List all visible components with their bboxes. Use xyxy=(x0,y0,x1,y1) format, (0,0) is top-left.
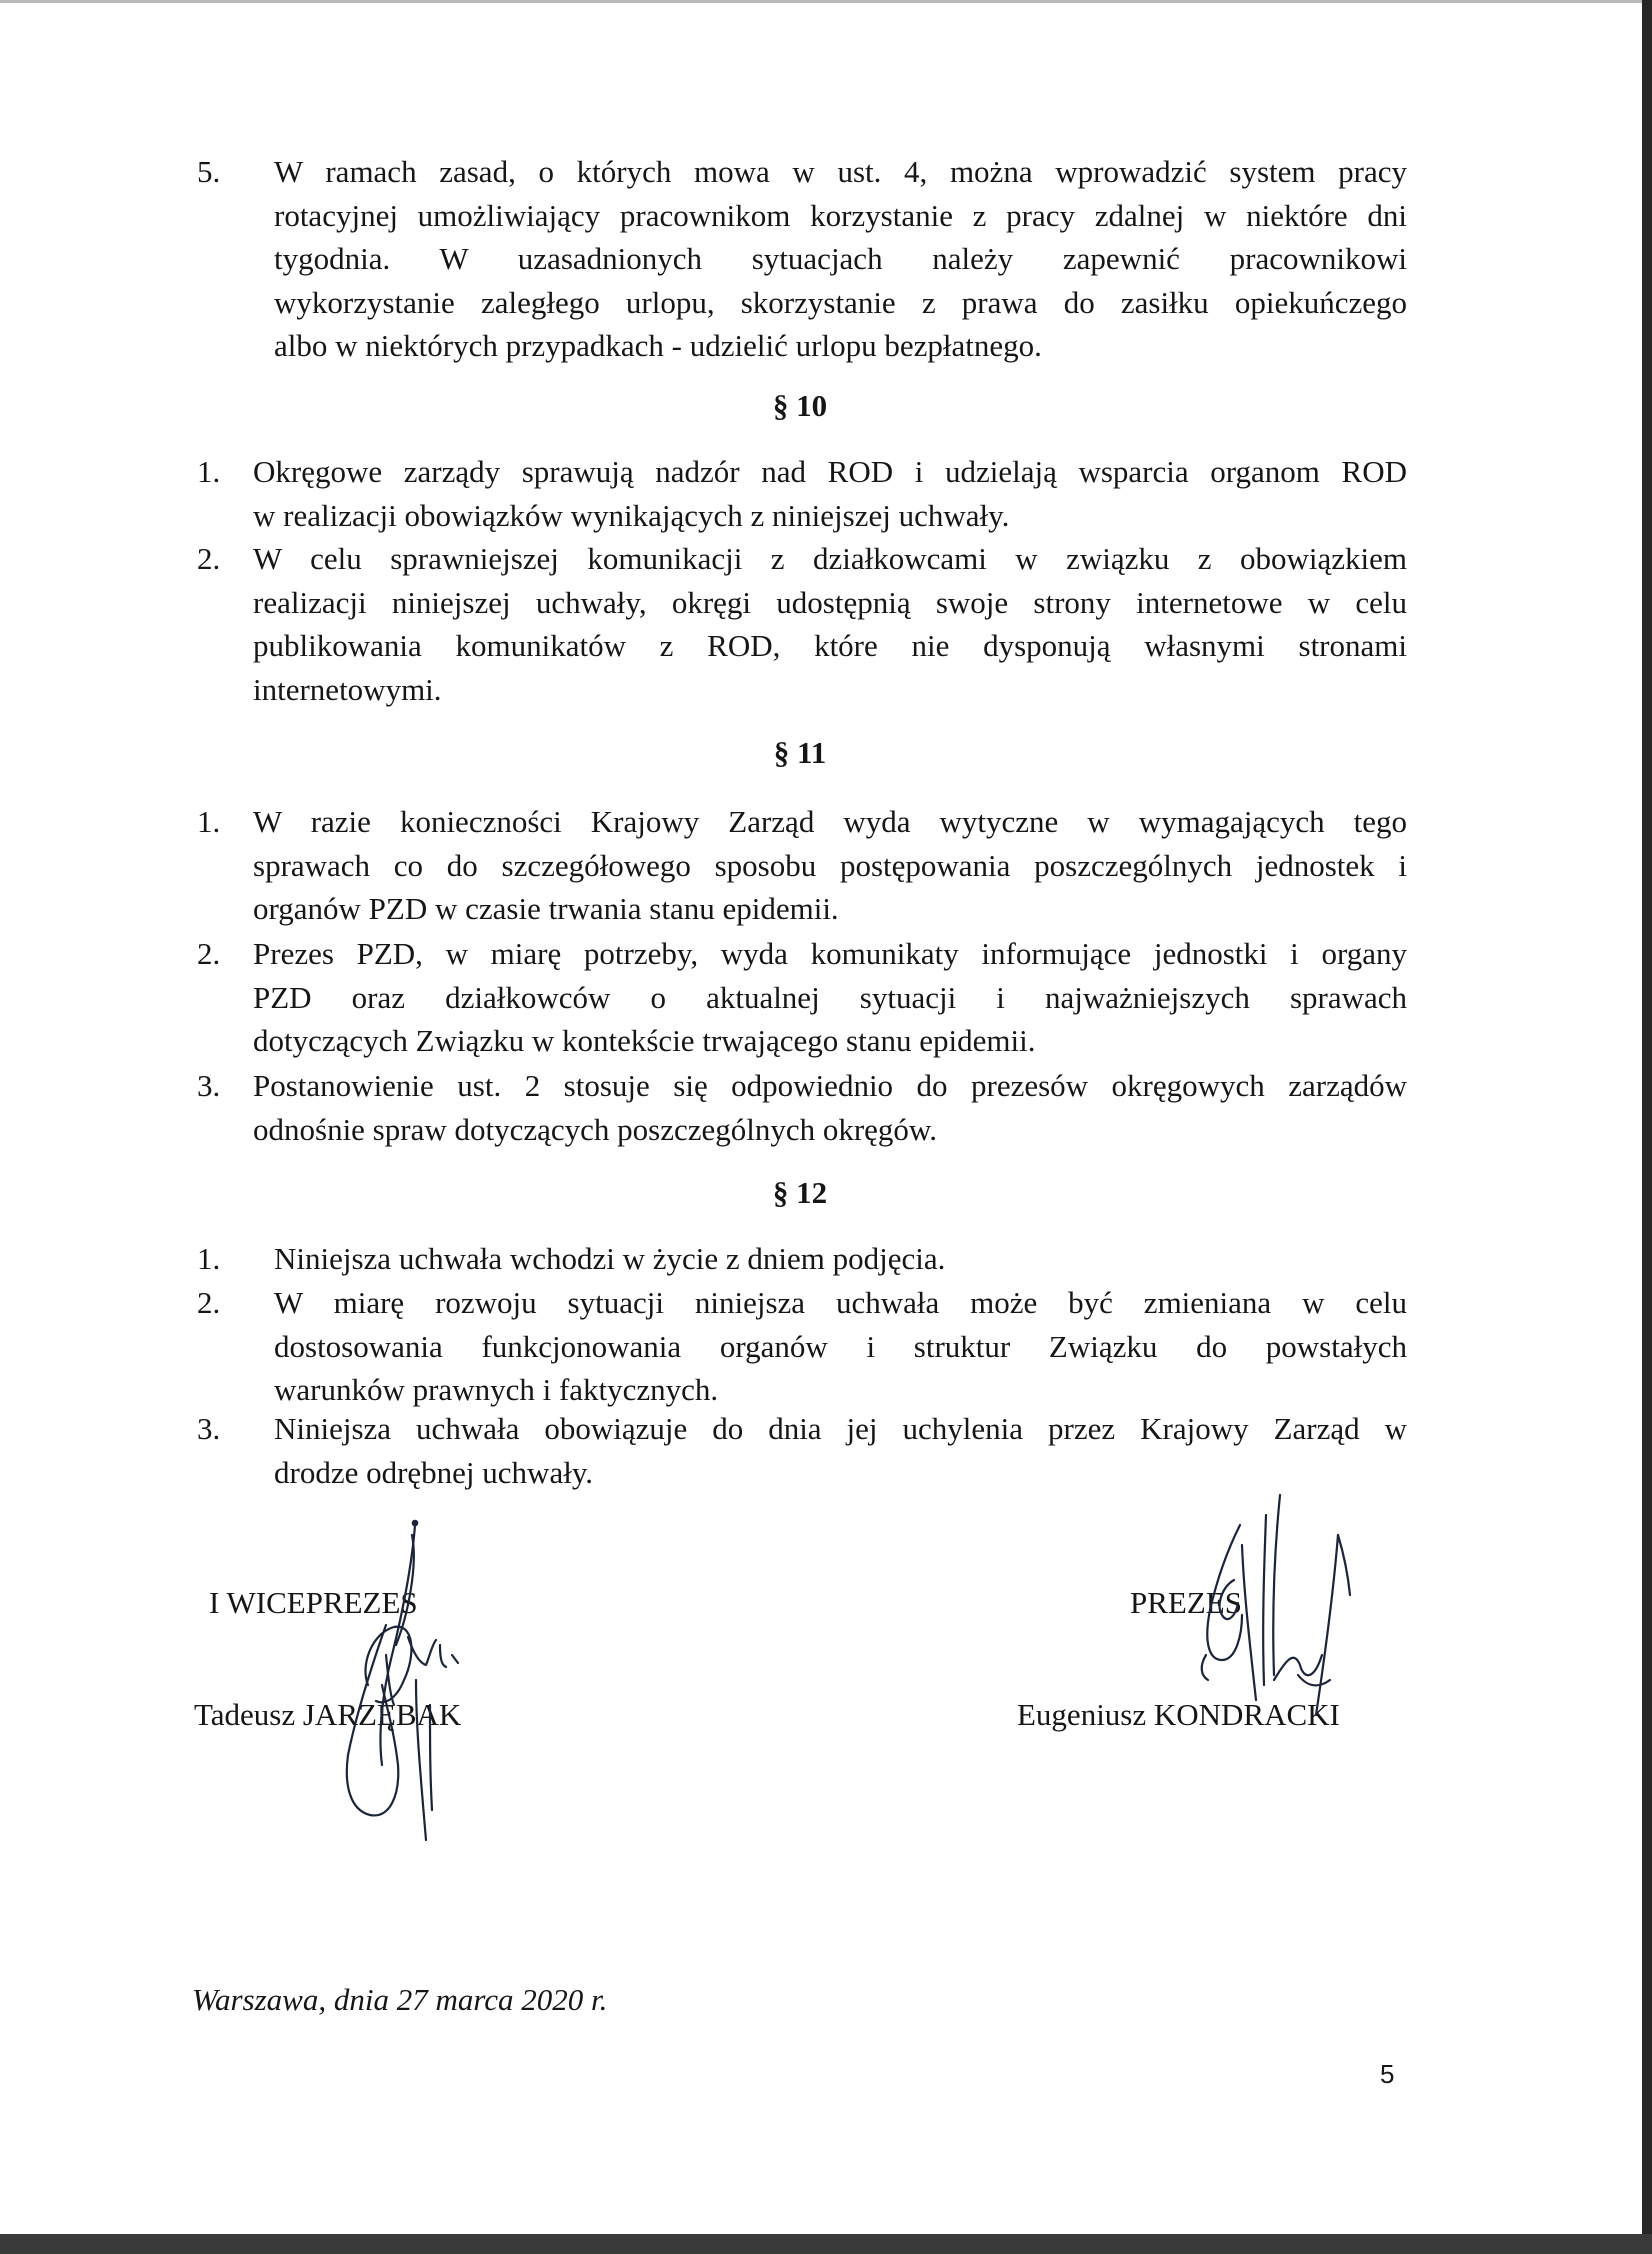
item-number: 1. xyxy=(197,454,221,489)
text-line: wykorzystanie zaległego urlopu, skorzystanie z prawa do zasiłku opiekuńczego xyxy=(274,284,1407,320)
item-number: 3. xyxy=(197,1411,221,1446)
item-number: 5. xyxy=(197,154,221,189)
item-number: 2. xyxy=(197,541,221,576)
text-line: albo w niektórych przypadkach - udzielić urlopu bezpłatnego. xyxy=(274,328,1042,363)
text-line: W ramach zasad, o których mowa w ust. 4, można wprowadzić system pracy xyxy=(274,154,1407,189)
text-line: W miarę rozwoju sytuacji niniejsza uchwała może być zmieniana w celu xyxy=(274,1285,1407,1320)
item-number: 2. xyxy=(197,936,221,971)
text-line: odnośnie spraw dotyczących poszczególnych okręgów. xyxy=(253,1111,938,1147)
scan-right-border xyxy=(1642,0,1652,2254)
text-line: w realizacji obowiązków wynikających z niniejszej uchwały. xyxy=(253,497,1010,533)
text-line: internetowymi. xyxy=(253,671,442,707)
text-line: W razie konieczności Krajowy Zarząd wyda wytyczne w wymagających tego xyxy=(253,804,1407,839)
item-number: 3. xyxy=(197,1068,221,1103)
text-line: Postanowienie ust. 2 stosuje się odpowiednio do prezesów okręgowych zarządów xyxy=(253,1068,1407,1103)
section-heading-12: § 12 xyxy=(772,1175,828,1210)
text-line: warunków prawnych i faktycznych. xyxy=(274,1372,719,1407)
text-line: tygodnia. W uzasadnionych sytuacjach należy zapewnić pracownikowi xyxy=(274,241,1407,276)
scan-bottom-border xyxy=(0,2234,1652,2254)
item-number: 1. xyxy=(197,804,221,839)
text-line: dostosowania funkcjonowania organów i struktur Związku do powstałych xyxy=(274,1328,1407,1364)
text-line: W celu sprawniejszej komunikacji z działkowcami w związku z obowiązkiem xyxy=(253,541,1407,576)
signatory-title-left: I WICEPREZES xyxy=(209,1585,418,1620)
text-line: Prezes PZD, w miarę potrzeby, wyda komunikaty informujące jednostki i organy xyxy=(253,936,1407,971)
signatory-title-right: PREZES xyxy=(1130,1585,1242,1620)
signature-block-left xyxy=(194,1585,462,1732)
signatory-name-left: Tadeusz JARZĘBAK xyxy=(194,1697,462,1732)
text-line: PZD oraz działkowców o aktualnej sytuacji i najważniejszych sprawach xyxy=(253,979,1407,1015)
page-number: 5 xyxy=(1380,2059,1395,2089)
place-and-date: Warszawa, dnia 27 marca 2020 r. xyxy=(192,1982,608,2017)
text-line: dotyczących Związku w kontekście trwającego stanu epidemii. xyxy=(253,1023,1036,1058)
section-heading-11: § 11 xyxy=(773,735,827,770)
handwritten-signature-left xyxy=(290,1505,480,1845)
text-line: Niniejsza uchwała wchodzi w życie z dniem podjęcia. xyxy=(274,1241,946,1276)
section-heading-10: § 10 xyxy=(772,388,828,423)
item-number: 2. xyxy=(197,1285,221,1320)
text-line: organów PZD w czasie trwania stanu epidemii. xyxy=(253,891,839,926)
text-line: Niniejsza uchwała obowiązuje do dnia jej uchylenia przez Krajowy Zarząd w xyxy=(274,1411,1407,1446)
signature-block-right xyxy=(1017,1585,1340,1732)
text-line: publikowania komunikatów z ROD, które nie dysponują własnymi stronami xyxy=(253,628,1407,663)
scan-top-edge xyxy=(0,0,1652,3)
text-line: sprawach co do szczegółowego sposobu postępowania poszczególnych jednostek i xyxy=(253,847,1407,883)
signatory-name-right: Eugeniusz KONDRACKI xyxy=(1017,1697,1340,1732)
text-line: Okręgowe zarządy sprawują nadzór nad ROD i udzielają wsparcia organom ROD xyxy=(253,454,1407,489)
text-line: rotacyjnej umożliwiający pracownikom korzystanie z pracy zdalnej w niektóre dni xyxy=(274,197,1407,233)
item-number: 1. xyxy=(197,1241,221,1276)
text-line: drodze odrębnej uchwały. xyxy=(274,1454,594,1490)
text-line: realizacji niniejszej uchwały, okręgi udostępnią swoje strony internetowe w celu xyxy=(253,584,1407,620)
